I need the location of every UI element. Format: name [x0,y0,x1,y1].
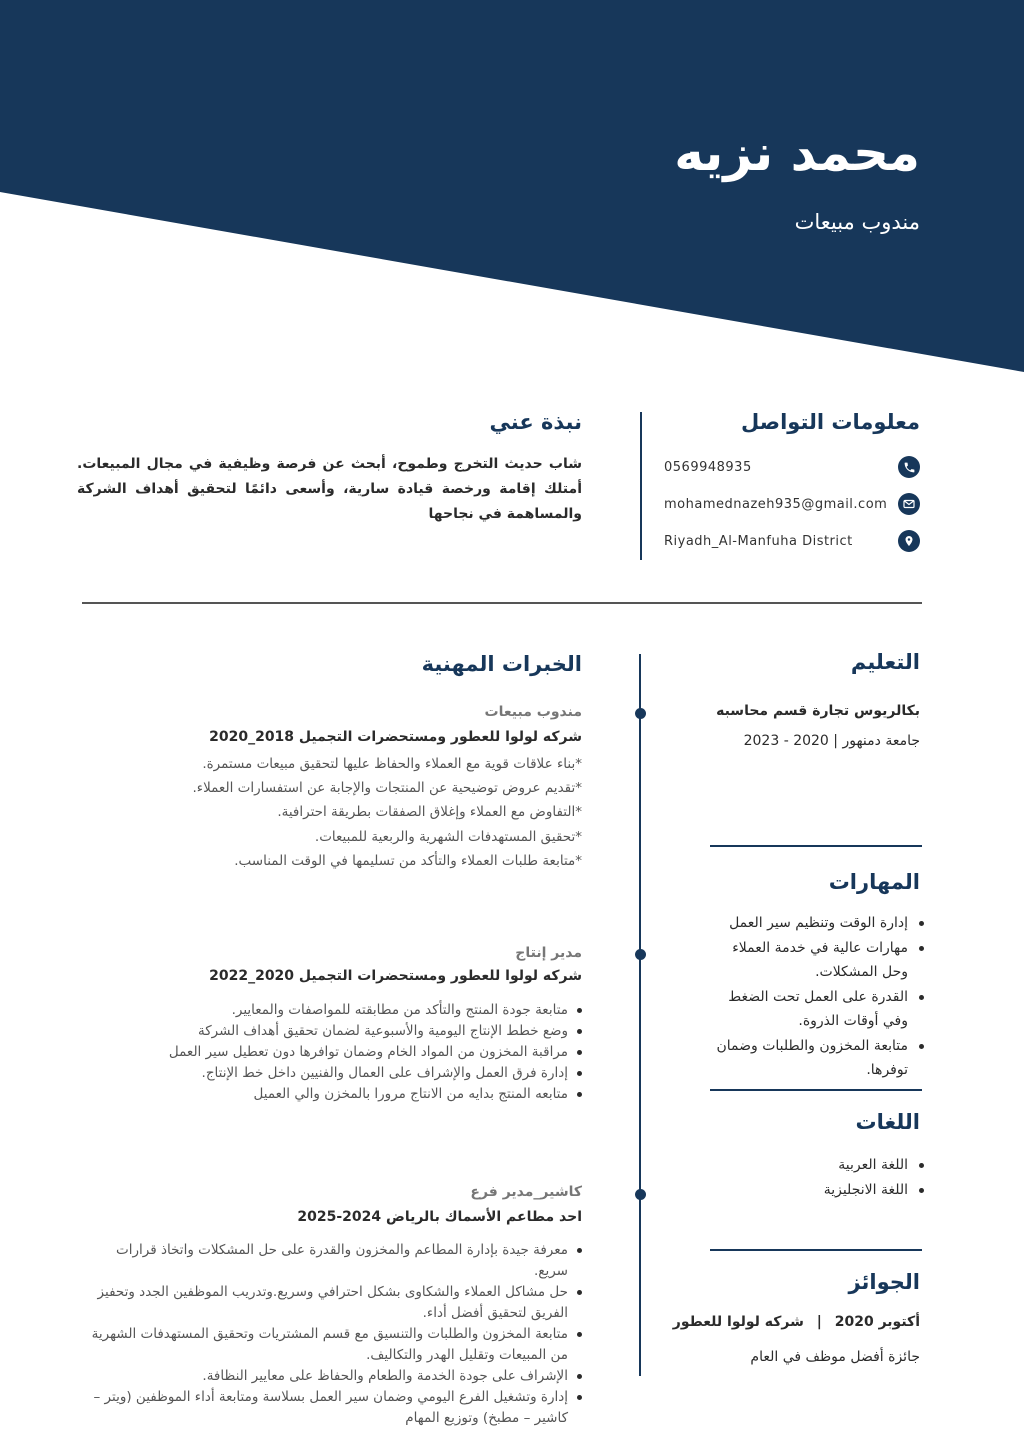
timeline-line [639,654,641,1376]
section-divider [82,602,922,604]
job-duty: *متابعة طلبات العملاء والتأكد من تسليمها في الوقت المناسب. [234,852,582,869]
skill-item: إدارة الوقت وتنظيم سير العمل [708,911,924,936]
job-duty: متابعه المنتج بدايه من الانتاج مرورا بالمخزن والي العميل [82,1084,582,1105]
header-banner [0,0,1024,372]
job-duty: حل مشاكل العملاء والشكاوى بشكل احترافي وسريع.وتدريب الموظفين الجدد وتحفيز الفريق لتحقيق أفضل أداء. [82,1282,582,1324]
job-duties-list [62,752,582,873]
awards-title: الجوائز [848,1270,920,1294]
award-org: شركه لولوا للعطور [672,1314,804,1330]
award-heading [673,1314,920,1330]
education-university: جامعة دمنهور | 2020 - 2023 [743,733,920,749]
about-title: نبذة عني [489,410,582,434]
contact-email [664,491,920,517]
languages-title: اللغات [855,1110,920,1134]
job-duty: وضع خطط الإنتاج اليومية والأسبوعية لضمان تحقيق أهداف الشركة [82,1021,582,1042]
candidate-role: مندوب مبيعات [794,210,920,234]
email-text[interactable]: mohamednazeh935@gmail.com [664,496,888,512]
contact-address [664,528,920,554]
timeline-dot [635,949,646,960]
languages-list [708,1153,924,1202]
contact-phone [664,454,920,480]
top-divider-line [640,412,642,560]
job-company: احد مطاعم الأسماك بالرياض 2024-2025 [297,1209,582,1225]
job-company: شركه لولوا للعطور ومستحضرات التجميل 2020_2022 [209,968,582,984]
address-text: Riyadh_Al-Manfuha District [664,533,853,549]
job-duty: *تحقيق المستهدفات الشهرية والربعية للمبيعات. [314,828,582,845]
job-duty: مراقبة المخزون من المواد الخام وضمان توافرها دون تعطيل سير العمل [82,1042,582,1063]
experience-title: الخبرات المهنية [421,652,582,676]
skills-list [708,911,924,1083]
job-duty: متابعة المخزون والطلبات والتنسيق مع قسم المشتريات وتحقيق المستهدفات الشهرية من المبيعات وتقليل الهدر والتكاليف. [82,1324,582,1366]
timeline-dot [635,1189,646,1200]
job-title: كاشير_مدير فرع [470,1184,582,1200]
language-item: اللغة العربية [708,1153,924,1178]
contact-title: معلومات التواصل [741,410,920,434]
job-duty: إدارة وتشغيل الفرع اليومي وضمان سير العمل بسلاسة ومتابعة أداء الموظفين (ويتر – كاشير – مطبخ) وتوزيع المهام [82,1387,582,1429]
job-duty: معرفة جيدة بإدارة المطاعم والمخزون والقدرة على حل المشكلات واتخاذ قرارات سريع. [82,1240,582,1282]
skill-item: متابعة المخزون والطلبات وضمان توفرها. [708,1034,924,1083]
job-title: مندوب مبيعات [484,704,582,720]
timeline-dot [635,708,646,719]
skill-item: القدرة على العمل تحت الضغط وفي أوقات الذروة. [708,985,924,1034]
award-description: جائزة أفضل موظف في العام [750,1349,920,1365]
candidate-name: محمد نزيه [674,124,920,182]
job-duty: متابعة جودة المنتج والتأكد من مطابقته للمواصفات والمعايير. [82,1000,582,1021]
phone-text[interactable]: 0569948935 [664,459,752,475]
job-duty: *التفاوض مع العملاء وإغلاق الصفقات بطريقة احترافية. [277,804,582,821]
award-date: أكتوبر 2020 [834,1314,920,1330]
language-item: اللغة الانجليزية [708,1178,924,1203]
job-duty: إدارة فرق العمل والإشراف على العمال والفنيين داخل خط الإنتاج. [82,1063,582,1084]
award-divider: | [816,1314,822,1330]
job-duties-list [82,1000,582,1105]
sidebar-separator [710,845,922,847]
job-duties-list [82,1240,582,1429]
location-pin-icon [898,530,920,552]
skill-item: مهارات عالية في خدمة العملاء وحل المشكلات. [708,936,924,985]
about-text: شاب حديث التخرج وطموح، أبحث عن فرصة وظيفية في مجال المبيعات. أمتلك إقامة ورخصة قيادة سارية، وأسعى دائمًا لتحقيق أهداف الشركة والمساهمة في نجاحها [77,456,582,522]
mail-icon [898,493,920,515]
sidebar-separator [710,1089,922,1091]
education-title: التعليم [850,650,920,674]
job-duty: الإشراف على جودة الخدمة والطعام والحفاظ على معايير النظافة. [82,1366,582,1387]
job-duty: *تقديم عروض توضيحية عن المنتجات والإجابة عن استفسارات العملاء. [192,780,582,797]
sidebar-separator [710,1249,922,1251]
job-company: شركه لولوا للعطور ومستحضرات التجميل 2018_2020 [209,729,582,745]
skills-title: المهارات [828,870,920,894]
education-degree: بكالريوس تجارة قسم محاسبه [716,703,920,719]
job-title: مدير إنتاج [515,945,582,961]
phone-icon [898,456,920,478]
job-duty: *بناء علاقات قوية مع العملاء والحفاظ عليها لتحقيق مبيعات مستمرة. [202,756,582,772]
